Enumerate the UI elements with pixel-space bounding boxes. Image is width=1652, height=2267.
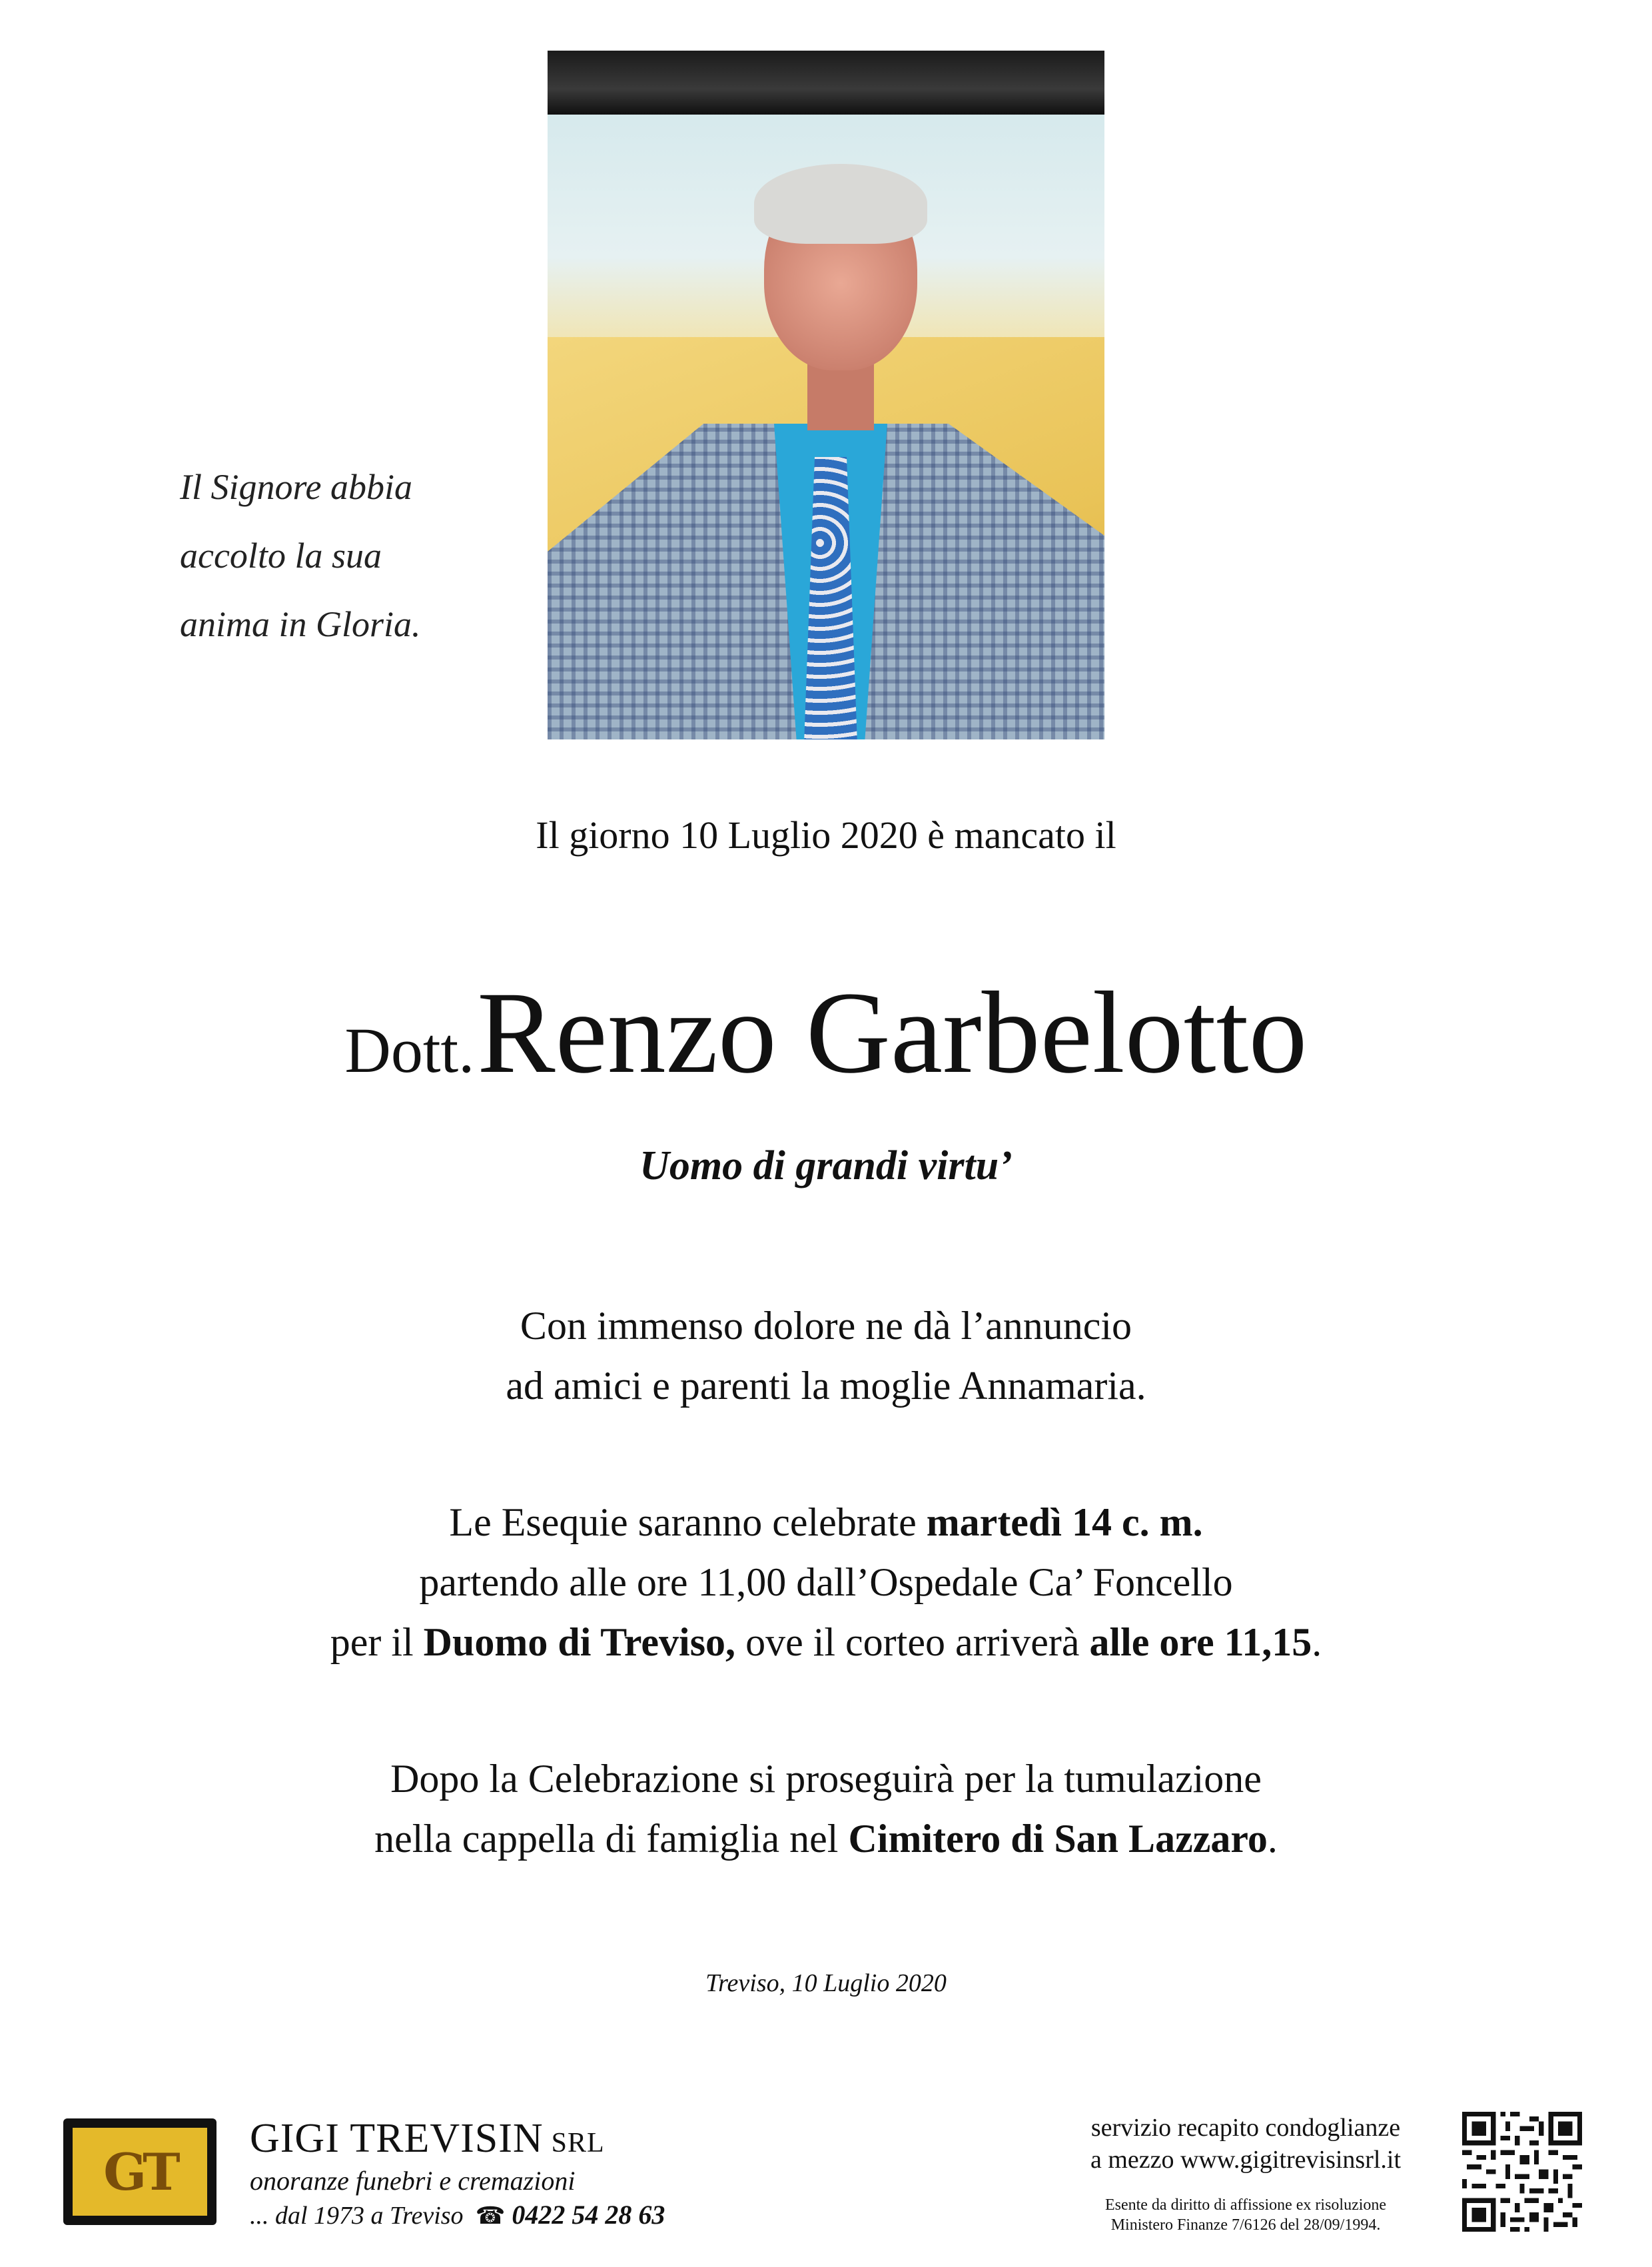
qr-code[interactable]	[1462, 2112, 1582, 2232]
prayer-quote	[180, 453, 460, 659]
telephone-icon: ☎	[475, 2202, 506, 2229]
date-place: Treviso, 10 Luglio 2020	[705, 1969, 947, 1997]
photo-frame-background	[548, 51, 1104, 115]
funeral-text: .	[1312, 1620, 1322, 1664]
exempt-line: Ministero Finanze 7/6126 del 28/09/1994.	[1110, 2216, 1381, 2234]
quote-line: accolto la sua	[180, 536, 382, 576]
company-suffix: SRL	[551, 2128, 605, 2158]
burial-cemetery: Cimitero di San Lazzaro	[848, 1817, 1268, 1861]
funeral-line: partendo alle ore 11,00 dall’Ospedale Ca’ Foncello	[419, 1560, 1233, 1604]
funeral-time: alle ore 11,15	[1089, 1620, 1312, 1664]
burial-line	[0, 1809, 1652, 1869]
logo-badge	[73, 2128, 207, 2216]
epithet: Uomo di grandi virtu’	[639, 1143, 1013, 1188]
announcement-line: ad amici e parenti la moglie Annamaria.	[506, 1364, 1146, 1408]
funeral-line	[0, 1612, 1652, 1672]
company-tagline: onoranze funebri e cremazioni	[250, 2166, 576, 2196]
death-intro: Il giorno 10 Luglio 2020 è mancato il	[536, 813, 1116, 857]
tax-exemption-note	[1039, 2195, 1452, 2235]
announcement-line: Con immenso dolore ne dà l’annuncio	[520, 1304, 1132, 1348]
company-since: ... dal 1973 a Treviso	[250, 2202, 464, 2230]
company-since-line	[250, 2199, 783, 2230]
company-name: GIGI TREVISIN	[250, 2116, 544, 2161]
photo-hair	[754, 164, 927, 244]
company-info	[250, 2115, 783, 2230]
quote-line: Il Signore abbia	[180, 467, 412, 507]
burial-paragraph	[0, 1749, 1652, 1869]
deceased-name: Renzo Garbelotto	[477, 968, 1308, 1098]
deceased-photo	[548, 51, 1104, 739]
funeral-text: Le Esequie saranno celebrate	[449, 1500, 927, 1544]
funeral-text: per il	[330, 1620, 424, 1664]
funeral-line	[0, 1492, 1652, 1552]
funeral-church: Duomo di Treviso,	[423, 1620, 736, 1664]
exempt-line: Esente da diritto di affissione ex risoluzione	[1104, 2196, 1387, 2214]
burial-line: Dopo la Celebrazione si proseguirà per la tumulazione	[390, 1757, 1262, 1801]
service-line: a mezzo www.gigitrevisinsrl.it	[1090, 2146, 1402, 2174]
funeral-date: martedì 14 c. m.	[926, 1500, 1203, 1544]
quote-line: anima in Gloria.	[180, 604, 421, 644]
company-phone: 0422 54 28 63	[512, 2200, 665, 2230]
funeral-text: ove il corteo arriverà	[735, 1620, 1090, 1664]
burial-text: nella cappella di famiglia nel	[374, 1817, 849, 1861]
deceased-name-line	[0, 966, 1652, 1101]
company-name-line	[250, 2115, 783, 2162]
service-line: servizio recapito condoglianze	[1090, 2114, 1401, 2142]
burial-text: .	[1267, 1817, 1278, 1861]
photo-neck	[807, 364, 874, 430]
condolence-service	[1039, 2112, 1452, 2176]
deceased-title: Dott.	[344, 1015, 475, 1086]
funeral-paragraph	[0, 1492, 1652, 1672]
logo-monogram: GT	[103, 2142, 177, 2202]
announcement-paragraph	[0, 1296, 1652, 1416]
company-logo	[63, 2118, 216, 2225]
